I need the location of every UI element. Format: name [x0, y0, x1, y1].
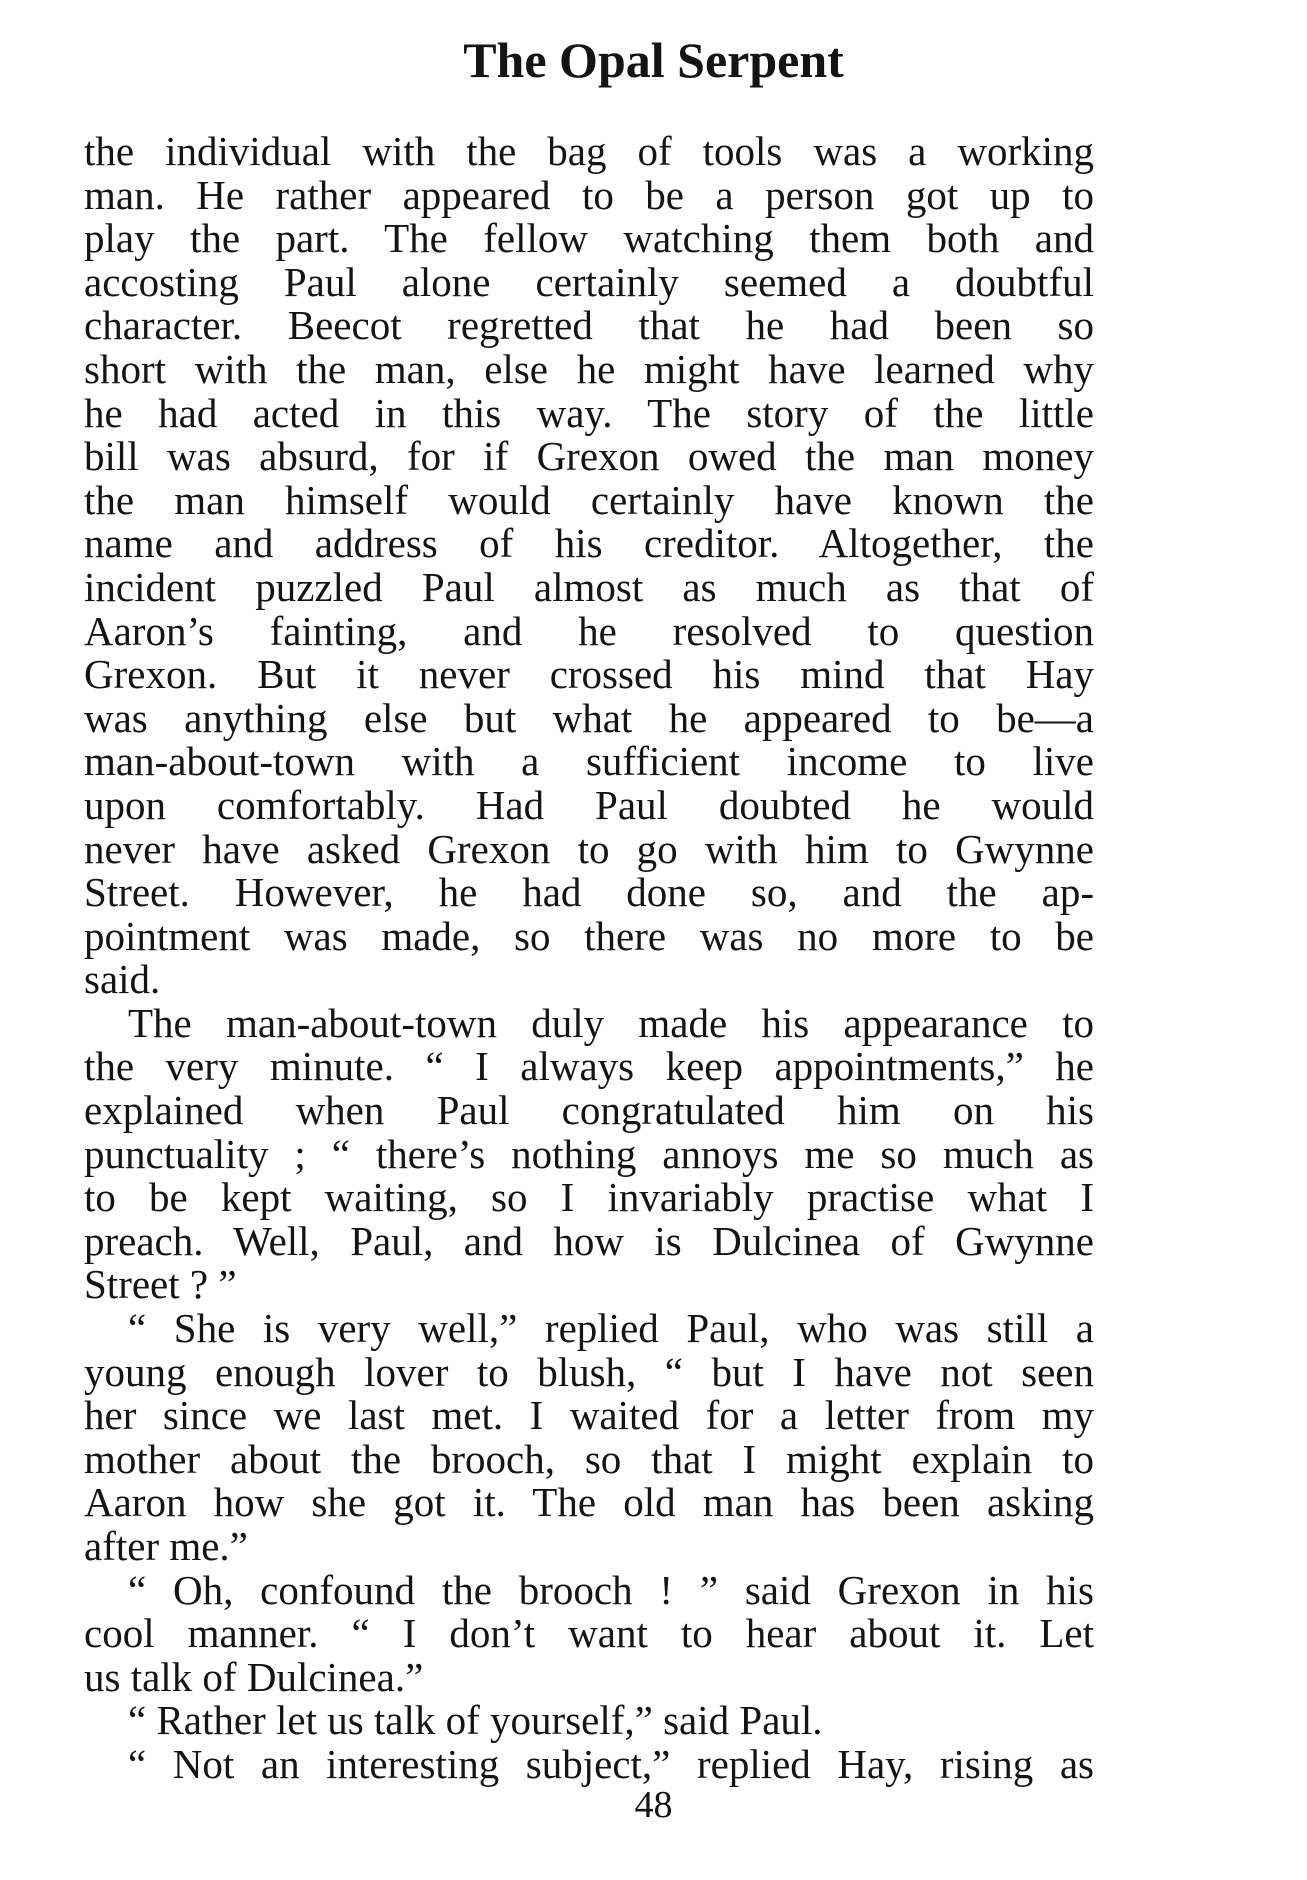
text-line: cool manner. “ I don’t want to hear about it. Let	[84, 1610, 1094, 1657]
text-line: explained when Paul congratulated him on his	[84, 1087, 1094, 1134]
text-line: young enough lover to blush, “ but I have not seen	[84, 1348, 1094, 1395]
running-title: The Opal Serpent	[463, 32, 844, 88]
text-line: he had acted in this way. The story of the little	[84, 389, 1094, 436]
text-line: incident puzzled Paul almost as much as that of	[84, 563, 1094, 610]
text-line: never have asked Grexon to go with him to Gwynne	[84, 825, 1094, 872]
text-line: man-about-town with a sufficient income to live	[84, 738, 1094, 785]
text-line: after me.”	[84, 1523, 248, 1569]
text-line: man. He rather appeared to be a person got up to	[84, 171, 1094, 218]
text-line: “ Rather let us talk of yourself,” said Paul.	[128, 1697, 823, 1744]
text-line: character. Beecot regretted that he had been so	[84, 302, 1094, 349]
text-line: the man himself would certainly have known the	[84, 476, 1094, 523]
text-line: short with the man, else he might have learned why	[84, 345, 1094, 392]
text-line: preach. Well, Paul, and how is Dulcinea of Gwynne	[84, 1217, 1094, 1264]
text-line: us talk of Dulcinea.”	[84, 1653, 424, 1700]
text-line: upon comfortably. Had Paul doubted he would	[84, 781, 1094, 828]
text-line: Aaron how she got it. The old man has been asking	[84, 1479, 1094, 1526]
text-line: The man-about-town duly made his appearance to	[128, 999, 1094, 1046]
text-line: her since we last met. I waited for a letter from my	[84, 1392, 1094, 1439]
text-line: Aaron’s fainting, and he resolved to question	[84, 607, 1094, 654]
text-line: play the part. The fellow watching them both and	[84, 215, 1094, 262]
text-line: “ She is very well,” replied Paul, who was still a	[128, 1305, 1094, 1352]
text-line: pointment was made, so there was no more to be	[84, 912, 1094, 959]
text-line: said.	[84, 956, 161, 1003]
text-line: punctuality ; “ there’s nothing annoys me so much as	[84, 1130, 1094, 1177]
text-line: Grexon. But it never crossed his mind that Hay	[84, 651, 1094, 698]
text-line: the individual with the bag of tools was a working	[84, 128, 1094, 174]
text-line: name and address of his creditor. Altogether, the	[84, 520, 1094, 567]
body-text	[84, 130, 1094, 1787]
text-line: was anything else but what he appeared to be—a	[84, 694, 1094, 741]
text-line: accosting Paul alone certainly seemed a doubtful	[84, 258, 1094, 305]
text-line: Street. However, he had done so, and the ap-	[84, 869, 1094, 916]
text-line: “ Oh, confound the brooch ! ” said Grexon in his	[128, 1566, 1094, 1613]
text-line: bill was absurd, for if Grexon owed the man money	[84, 433, 1094, 480]
text-line: the very minute. “ I always keep appointments,” he	[84, 1043, 1094, 1090]
text-line: “ Not an interesting subject,” replied Hay, rising as	[128, 1740, 1094, 1787]
page-number: 48	[634, 1784, 673, 1826]
text-line: mother about the brooch, so that I might explain to	[84, 1435, 1094, 1482]
text-line: to be kept waiting, so I invariably practise what I	[84, 1174, 1094, 1221]
text-line: Street ? ”	[84, 1261, 237, 1308]
